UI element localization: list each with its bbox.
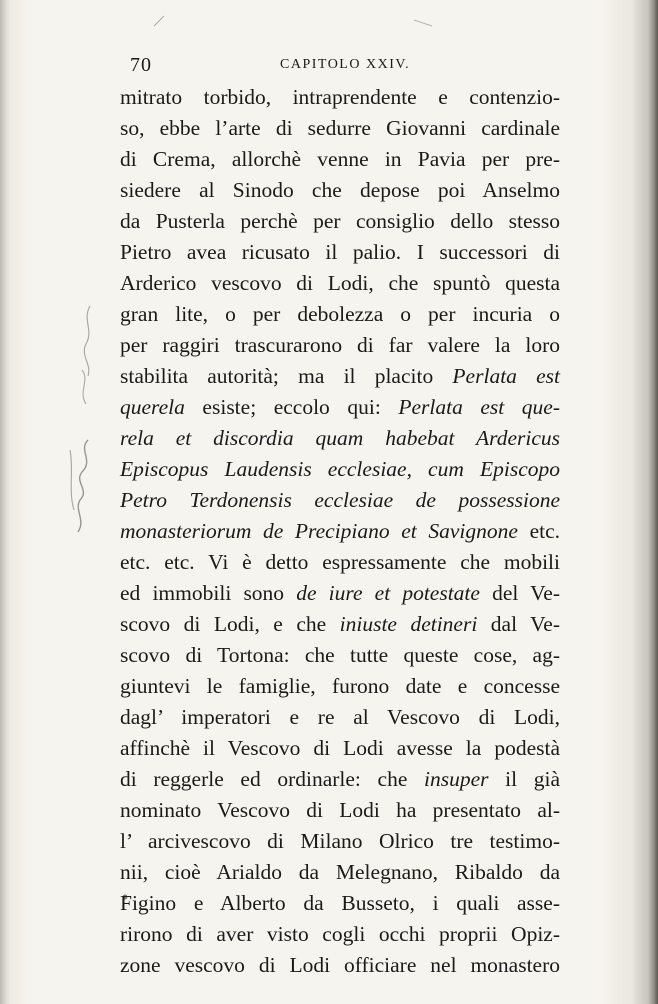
handwritten-stroke	[78, 440, 88, 532]
text-line	[120, 113, 560, 144]
text-line	[120, 144, 560, 175]
page-left-edge-shadow	[0, 0, 10, 1004]
text-line	[120, 454, 560, 485]
text-line	[120, 609, 560, 640]
text-line	[120, 206, 560, 237]
text-span: Pietro avea ricusato il palio. I successori di	[120, 240, 560, 264]
text-span: scovo di Lodi, e che	[120, 612, 340, 636]
text-span: di reggerle ed ordinarle: che	[120, 767, 425, 791]
handwritten-stroke	[84, 306, 90, 376]
italic-text-span: Perlata est	[452, 364, 560, 388]
text-line	[120, 919, 560, 950]
text-line	[120, 640, 560, 671]
text-line	[120, 671, 560, 702]
text-line	[120, 485, 560, 516]
text-span: etc.	[517, 519, 560, 543]
text-line	[120, 268, 560, 299]
text-span: gran lite, o per debolezza o per incuria o	[120, 302, 560, 326]
text-span: ed immobili sono	[120, 581, 297, 605]
text-span: giuntevi le famiglie, furono date e concesse	[120, 674, 560, 698]
page-header	[120, 54, 560, 84]
italic-text-span: querela	[120, 395, 185, 419]
text-span: mitrato torbido, intraprendente e contenzio-	[120, 85, 560, 109]
text-span: Figino e Alberto da Busseto, i quali asse-	[120, 891, 560, 915]
running-head: CAPITOLO XXIV.	[280, 57, 411, 72]
text-span: siedere al Sinodo che depose poi Anselmo	[120, 178, 560, 202]
text-line	[120, 330, 560, 361]
text-span: esiste; eccolo qui:	[184, 395, 399, 419]
text-span: il già	[488, 767, 560, 791]
text-line	[120, 764, 560, 795]
stray-ink-mark	[410, 14, 440, 34]
text-span: stabilita autorità; ma il placito	[120, 364, 453, 388]
body-text	[120, 82, 560, 981]
stray-ink-mark	[150, 12, 180, 32]
text-span: per raggiri trascurarono di far valere la loro	[120, 333, 560, 357]
italic-text-span: monasteriorum de Precipiano et Savignone	[120, 519, 518, 543]
handwritten-stroke	[82, 370, 86, 404]
italic-text-span: Episcopus Laudensis ecclesiae, cum Episcopo	[120, 457, 560, 481]
text-span: so, ebbe l’arte di sedurre Giovanni cardinale	[120, 116, 560, 140]
text-line	[120, 702, 560, 733]
text-line	[120, 795, 560, 826]
text-span: dal Ve-	[477, 612, 561, 636]
text-span: dagl’ imperatori e re al Vescovo di Lodi,	[120, 705, 560, 729]
page-number: 70	[130, 54, 152, 76]
text-line	[120, 888, 560, 919]
text-line	[120, 82, 560, 113]
text-span: del Ve-	[479, 581, 560, 605]
text-line	[120, 733, 560, 764]
handwritten-stroke	[70, 450, 74, 510]
text-line	[120, 299, 560, 330]
text-line	[120, 175, 560, 206]
italic-text-span: de iure et potestate	[296, 581, 480, 605]
italic-text-span: insuper	[424, 767, 489, 791]
text-line	[120, 516, 560, 547]
text-span: di Crema, allorchè venne in Pavia per pre-	[120, 147, 560, 171]
text-span: scovo di Tortona: che tutte queste cose, ag-	[120, 643, 560, 667]
text-span: nominato Vescovo di Lodi ha presentato al-	[120, 798, 560, 822]
text-span: da Pusterla perchè per consiglio dello stesso	[120, 209, 560, 233]
text-line	[120, 423, 560, 454]
text-line	[120, 361, 560, 392]
italic-text-span: iniuste detineri	[339, 612, 478, 636]
text-span: nii, cioè Arialdo da Melegnano, Ribaldo da	[120, 860, 560, 884]
text-span: etc. etc. Vi è detto espressamente che mobili	[120, 550, 560, 574]
text-line	[120, 547, 560, 578]
text-line	[120, 578, 560, 609]
text-span: rirono di aver visto cogli occhi proprii Opiz-	[120, 922, 560, 946]
text-span: l’ arcivescovo di Milano Olrico tre testimo-	[120, 829, 560, 853]
text-line	[120, 826, 560, 857]
text-line	[120, 857, 560, 888]
text-line	[120, 950, 560, 981]
text-span: affinchè il Vescovo di Lodi avesse la podestà	[120, 736, 560, 760]
text-span: Arderico vescovo di Lodi, che spuntò questa	[120, 271, 560, 295]
text-span: zone vescovo di Lodi officiare nel monastero	[120, 953, 560, 977]
page-binding-shadow	[632, 0, 658, 1004]
text-line	[120, 237, 560, 268]
text-line	[120, 392, 560, 423]
handwritten-margin-note	[60, 300, 110, 550]
italic-text-span: Perlata est que-	[398, 395, 560, 419]
italic-text-span: Petro Terdonensis ecclesiae de possessione	[120, 488, 560, 512]
italic-text-span: rela et discordia quam habebat Ardericus	[120, 426, 560, 450]
